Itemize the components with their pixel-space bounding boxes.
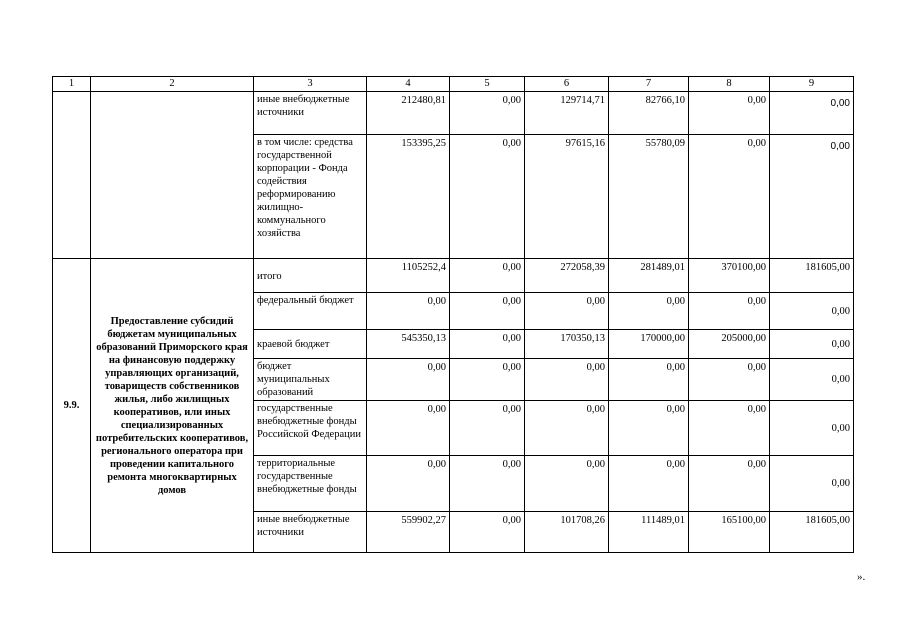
value-col-7: 0,00 (608, 292, 689, 330)
value-col-8: 0,00 (688, 91, 770, 135)
value-col-4: 559902,27 (366, 511, 450, 553)
value-col-8: 0,00 (688, 134, 770, 259)
value-col-4: 545350,13 (366, 329, 450, 359)
value-col-9: 0,00 (769, 292, 854, 330)
value-col-8: 0,00 (688, 358, 770, 401)
section-code: 9.9. (52, 258, 91, 553)
value-col-5: 0,00 (449, 258, 525, 293)
value-col-7: 281489,01 (608, 258, 689, 293)
value-col-9: 0,00 (769, 134, 854, 259)
header-col-3: 3 (253, 76, 367, 92)
value-col-4: 0,00 (366, 358, 450, 401)
source-cell: краевой бюджет (253, 329, 367, 359)
value-col-5: 0,00 (449, 400, 525, 456)
value-col-5: 0,00 (449, 358, 525, 401)
value-col-6: 129714,71 (524, 91, 609, 135)
cont-name-cell (90, 91, 254, 259)
source-cell: иные внебюджетные источники (253, 91, 367, 135)
header-col-9: 9 (769, 76, 854, 92)
section-name: Предоставление субсидий бюджетам муниципальных образований Приморского края на финансовую поддержку управляющих организаций, товариществ собственников жилья, либо жилищных кооперативов, или иных специализированных потребительских кооперативов, регионального оператора при проведении капитального ремонта многоквартирных домов (90, 258, 254, 553)
value-col-4: 1105252,4 (366, 258, 450, 293)
value-col-4: 0,00 (366, 400, 450, 456)
value-col-8: 165100,00 (688, 511, 770, 553)
header-col-1: 1 (52, 76, 91, 92)
value-col-4: 0,00 (366, 292, 450, 330)
value-col-7: 170000,00 (608, 329, 689, 359)
header-col-2: 2 (90, 76, 254, 92)
value-col-8: 0,00 (688, 455, 770, 512)
value-col-5: 0,00 (449, 511, 525, 553)
value-col-4: 153395,25 (366, 134, 450, 259)
value-col-7: 0,00 (608, 400, 689, 456)
value-col-9: 181605,00 (769, 258, 854, 293)
value-col-8: 370100,00 (688, 258, 770, 293)
value-col-8: 0,00 (688, 292, 770, 330)
value-col-6: 272058,39 (524, 258, 609, 293)
value-col-6: 0,00 (524, 455, 609, 512)
source-cell: в том числе: средства государственной корпорации - Фонда содействия реформированию жилищно-коммунального хозяйства (253, 134, 367, 259)
value-col-7: 0,00 (608, 455, 689, 512)
value-col-5: 0,00 (449, 455, 525, 512)
value-col-4: 212480,81 (366, 91, 450, 135)
value-col-6: 97615,16 (524, 134, 609, 259)
value-col-4: 0,00 (366, 455, 450, 512)
value-col-9: 0,00 (769, 329, 854, 359)
value-col-9: 0,00 (769, 400, 854, 456)
value-col-6: 0,00 (524, 358, 609, 401)
value-col-9: 0,00 (769, 455, 854, 512)
header-col-8: 8 (688, 76, 770, 92)
value-col-7: 111489,01 (608, 511, 689, 553)
value-col-5: 0,00 (449, 329, 525, 359)
source-cell: федеральный бюджет (253, 292, 367, 330)
value-col-6: 101708,26 (524, 511, 609, 553)
header-col-6: 6 (524, 76, 609, 92)
source-cell: государственные внебюджетные фонды Российской Федерации (253, 400, 367, 456)
value-col-8: 0,00 (688, 400, 770, 456)
value-col-9: 181605,00 (769, 511, 854, 553)
value-col-6: 170350,13 (524, 329, 609, 359)
closing-quote: ». (857, 571, 866, 583)
header-col-7: 7 (608, 76, 689, 92)
value-col-9: 0,00 (769, 358, 854, 401)
header-col-4: 4 (366, 76, 450, 92)
value-col-6: 0,00 (524, 400, 609, 456)
value-col-5: 0,00 (449, 292, 525, 330)
source-cell: территориальные государственные внебюджетные фонды (253, 455, 367, 512)
header-col-5: 5 (449, 76, 525, 92)
source-cell: бюджет муниципальных образований (253, 358, 367, 401)
value-col-6: 0,00 (524, 292, 609, 330)
value-col-7: 55780,09 (608, 134, 689, 259)
cont-code-cell (52, 91, 91, 259)
value-col-5: 0,00 (449, 134, 525, 259)
source-cell: итого (253, 258, 367, 293)
source-cell: иные внебюджетные источники (253, 511, 367, 553)
value-col-9: 0,00 (769, 91, 854, 135)
value-col-7: 82766,10 (608, 91, 689, 135)
value-col-8: 205000,00 (688, 329, 770, 359)
value-col-5: 0,00 (449, 91, 525, 135)
value-col-7: 0,00 (608, 358, 689, 401)
